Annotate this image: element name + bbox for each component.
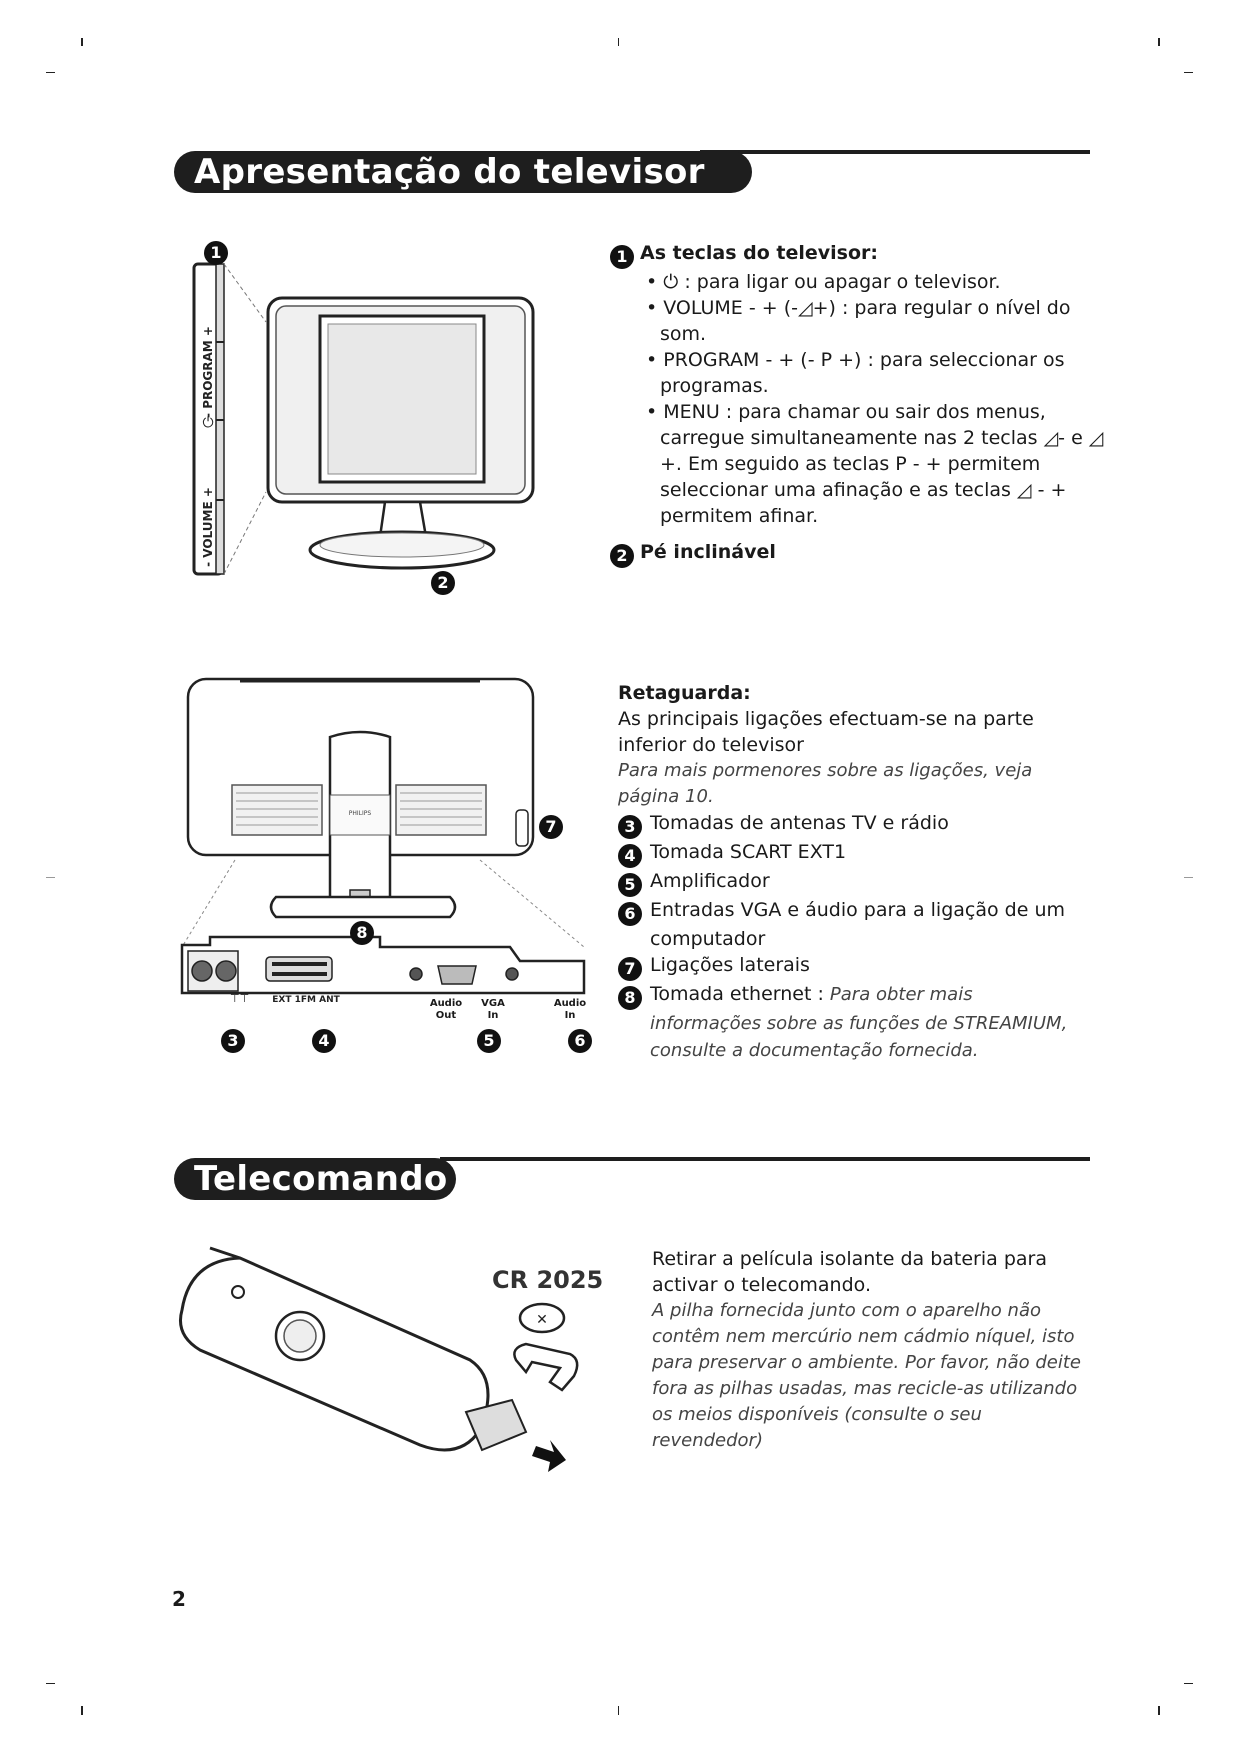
battery-label: CR 2025 <box>492 1266 604 1294</box>
power-key-icon: ⏻ <box>202 415 214 431</box>
rear-item-text: Tomadas de antenas TV e rádio <box>650 812 949 834</box>
stand-heading <box>610 539 1110 568</box>
tv-keys-description <box>610 240 1110 568</box>
bullet-power: • ⏻ : para ligar ou apagar o televisor. <box>646 271 1001 293</box>
rear-item <box>618 952 1088 981</box>
item-num-3: 3 <box>618 815 642 839</box>
stand-label: Pé inclinável <box>640 541 776 563</box>
vga-in-label: VGA In <box>481 998 505 1021</box>
crop-mark <box>81 38 83 46</box>
remote-description <box>652 1246 1092 1454</box>
rear-description <box>618 680 1088 1064</box>
crop-mark <box>618 1706 619 1715</box>
heading-num-1: 1 <box>610 245 634 269</box>
callout-4: 4 <box>312 1029 336 1053</box>
crop-mark <box>46 1683 55 1684</box>
item-num-7: 7 <box>618 957 642 981</box>
callout-8: 8 <box>350 921 374 945</box>
audio-out-label: Audio Out <box>429 998 463 1021</box>
section-rule <box>440 1157 1090 1161</box>
rear-item-text: Entradas VGA e áudio para a ligação de um computador <box>650 899 1066 950</box>
tv-rear-illustration <box>180 675 590 1005</box>
remote-text: Retirar a película isolante da bateria para activar o telecomando. <box>652 1248 1047 1296</box>
program-label: - PROGRAM + <box>201 326 215 418</box>
callout-5: 5 <box>477 1029 501 1053</box>
rear-item <box>618 839 1088 868</box>
heading-num-2: 2 <box>610 544 634 568</box>
remote-note: A pilha fornecida junto com o aparelho não contêm nem mercúrio nem cádmio níquel, isto para preservar o ambiente. Por favor, não deite fora as pilhas usadas, mas recicle-as utilizando os meios disponíveis (consulte o seu revendedor) <box>652 1300 1081 1451</box>
ethernet-note: Para obter mais informações sobre as funções de STREAMIUM, consulte a documentação fornecida. <box>650 984 1068 1061</box>
crop-mark <box>46 72 55 73</box>
rear-item <box>618 810 1088 839</box>
crop-mark <box>81 1706 83 1715</box>
rear-note: Para mais pormenores sobre as ligações, veja página 10. <box>618 760 1033 807</box>
crop-mark <box>46 877 55 878</box>
rear-item-text: Amplificador <box>650 870 770 892</box>
item-num-8: 8 <box>618 986 642 1010</box>
rear-item-text: Ligações laterais <box>650 954 810 976</box>
rear-item-text: Tomada SCART EXT1 <box>650 841 847 863</box>
callout-2: 2 <box>431 571 455 595</box>
callout-7: 7 <box>539 815 563 839</box>
rear-item-ethernet <box>618 981 1088 1064</box>
antenna-symbol: ⊤⊤ <box>230 992 250 1005</box>
crop-mark <box>1158 1706 1160 1715</box>
section-rule <box>700 150 1090 154</box>
page-number: 2 <box>172 1587 186 1611</box>
rear-heading: Retaguarda: <box>618 682 751 704</box>
tv-keys-heading <box>610 240 1110 269</box>
crop-mark <box>1184 1683 1193 1684</box>
bullet-menu: • MENU : para chamar ou sair dos menus, carregue simultaneamente nas 2 teclas ◿- e ◿ +. Em seguido as teclas P - + permitem seleccionar uma afinação e as teclas ◿ - + permitem afinar. <box>646 401 1104 527</box>
brand-label: PHILIPS <box>348 810 372 817</box>
section-title-lcd: Apresentação do televisor LCD <box>174 151 752 193</box>
ext-label: EXT 1FM ANT <box>272 995 340 1005</box>
item-num-5: 5 <box>618 873 642 897</box>
rear-intro: As principais ligações efectuam-se na parte inferior do televisor <box>618 708 1034 756</box>
item-num-4: 4 <box>618 844 642 868</box>
tv-front-illustration <box>180 232 540 612</box>
battery-plus-icon: ✕ <box>536 1312 548 1328</box>
callout-3: 3 <box>221 1029 245 1053</box>
audio-in-label: Audio In <box>553 998 587 1021</box>
crop-mark <box>1184 72 1193 73</box>
ethernet-label: Tomada ethernet : <box>650 983 824 1005</box>
crop-mark <box>1184 877 1193 878</box>
section-title-remote: Telecomando <box>174 1158 456 1200</box>
rear-item <box>618 868 1088 897</box>
bullet-program: • PROGRAM - + (- P +) : para seleccionar os programas. <box>646 349 1065 397</box>
rear-item <box>618 897 1088 952</box>
callout-6: 6 <box>568 1029 592 1053</box>
tv-keys-heading-text: As teclas do televisor: <box>640 242 878 264</box>
callout-1: 1 <box>204 241 228 265</box>
crop-mark <box>1158 38 1160 46</box>
volume-label: - VOLUME + <box>201 487 215 567</box>
item-num-6: 6 <box>618 902 642 926</box>
bullet-volume: • VOLUME - + (-◿+) : para regular o nível do som. <box>646 297 1071 345</box>
crop-mark <box>618 38 619 46</box>
